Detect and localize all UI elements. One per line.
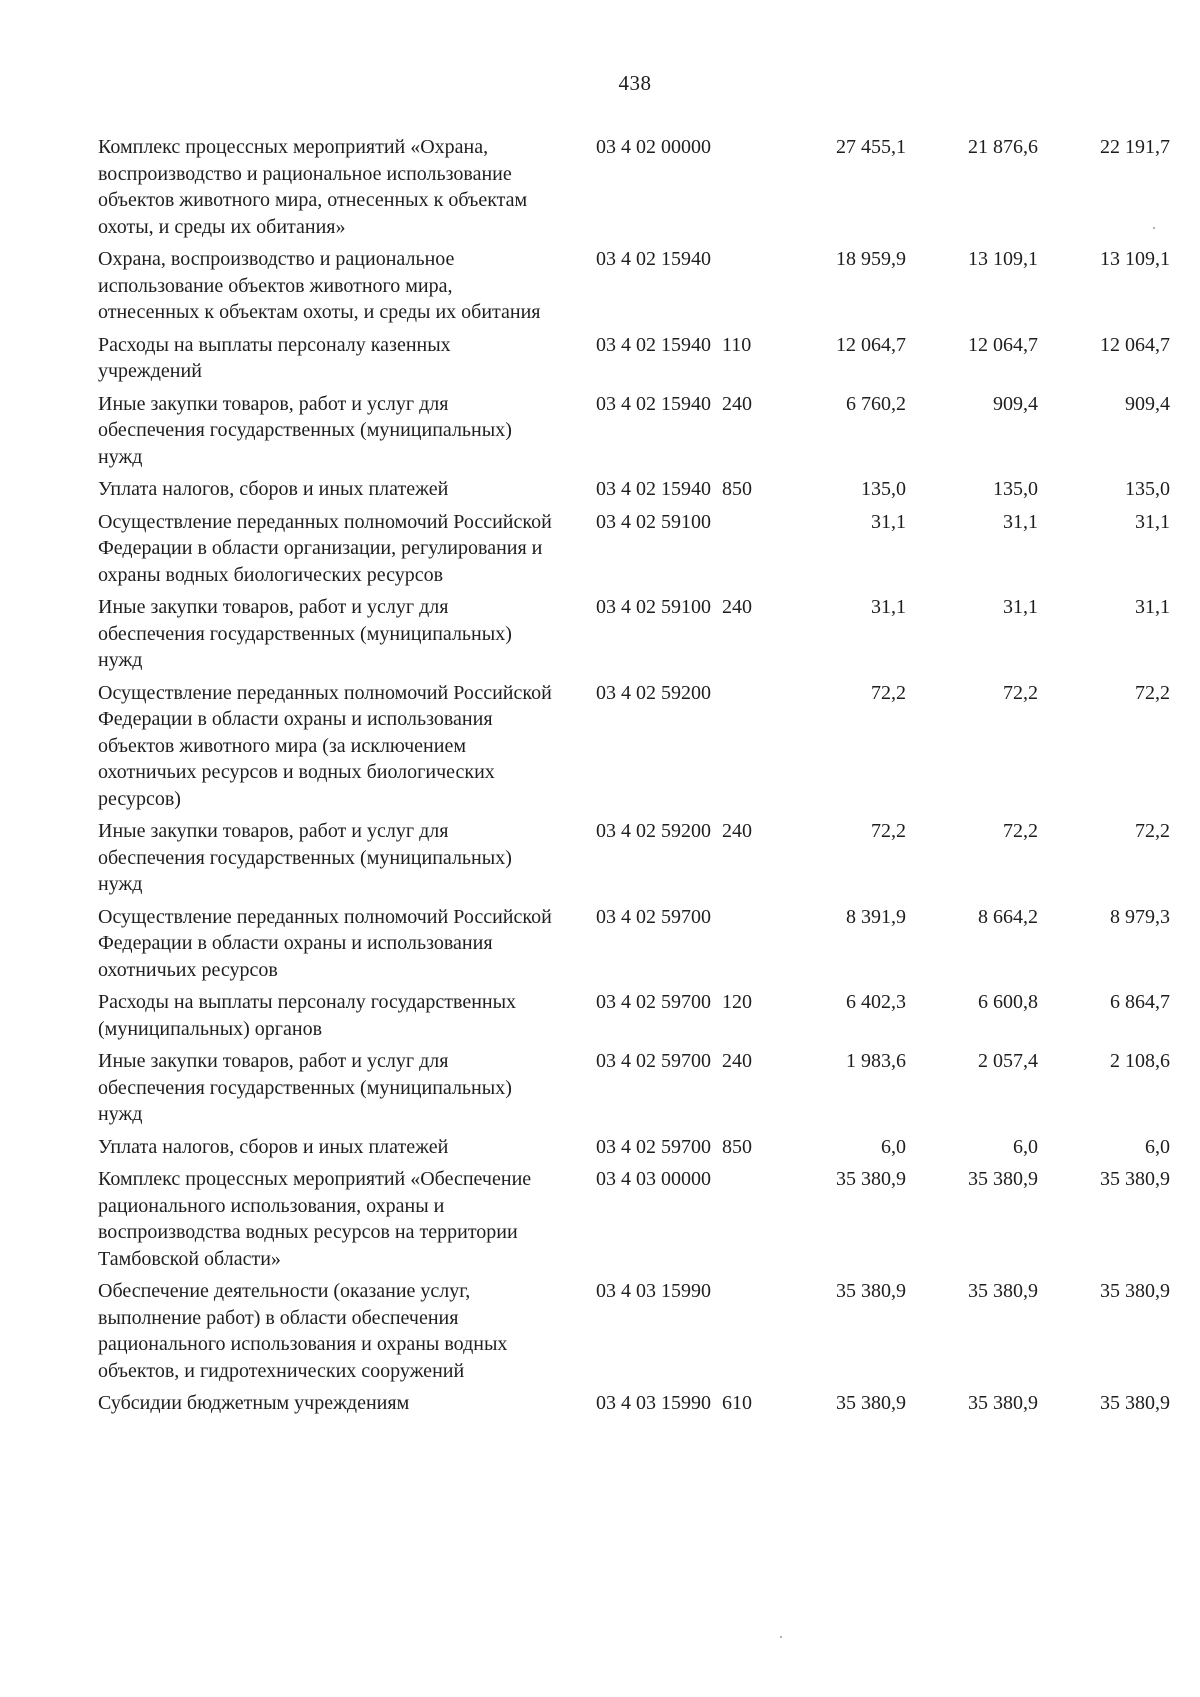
table-row [98, 904, 1170, 990]
table-row [98, 1390, 1170, 1423]
table-row [98, 1166, 1170, 1278]
amount-year-1: 35 380,9 [836, 1168, 906, 1190]
amount-year-2: 12 064,7 [968, 333, 1038, 356]
amount-year-2: 8 664,2 [978, 905, 1038, 928]
expense-type-code [710, 246, 766, 332]
amount-year-1: 6 760,2 [846, 392, 906, 415]
expense-name: Иные закупки товаров, работ и услуг для обеспечения государственных (муниципальных) нужд [98, 820, 512, 895]
amount-year-1: 135,0 [861, 478, 906, 500]
expense-type-code: 240 [722, 596, 752, 618]
amount-year-3: 35 380,9 [1100, 1168, 1170, 1190]
target-article-code: 03 4 02 59100 [596, 510, 711, 533]
expense-type-code: 240 [722, 820, 752, 842]
expense-type-code [710, 509, 766, 595]
target-article-code: 03 4 02 15940 [596, 248, 711, 270]
scan-speck [1153, 227, 1155, 229]
amount-year-3: 13 109,1 [1100, 248, 1170, 270]
amount-year-2: 2 057,4 [978, 1050, 1038, 1072]
expense-name: Иные закупки товаров, работ и услуг для обеспечения государственных (муниципальных) нужд [98, 1050, 512, 1125]
amount-year-3: 72,2 [1135, 820, 1170, 842]
expense-type-code: 240 [722, 392, 752, 415]
amount-year-2: 31,1 [1003, 596, 1038, 618]
expense-name: Осуществление переданных полномочий Российской Федерации в области организации, регулирования и охраны водных биологических ресурсов [98, 510, 552, 586]
amount-year-1: 35 380,9 [836, 1392, 906, 1414]
amount-year-3: 31,1 [1135, 596, 1170, 618]
expense-type-code: 240 [722, 1050, 752, 1072]
amount-year-3: 6,0 [1145, 1135, 1170, 1158]
amount-year-1: 6,0 [881, 1135, 906, 1158]
table-row [98, 332, 1170, 391]
target-article-code: 03 4 02 59700 [596, 1050, 711, 1072]
amount-year-3: 2 108,6 [1110, 1050, 1170, 1072]
table-row [98, 818, 1170, 904]
expense-type-code: 110 [722, 333, 752, 356]
amount-year-2: 35 380,9 [968, 1280, 1038, 1302]
target-article-code: 03 4 02 59700 [596, 991, 711, 1013]
amount-year-3: 72,2 [1135, 681, 1170, 704]
amount-year-3: 135,0 [1125, 478, 1170, 500]
target-article-code: 03 4 02 00000 [596, 136, 711, 158]
table-row [98, 989, 1170, 1048]
expense-name: Осуществление переданных полномочий Российской Федерации в области охраны и использования объектов животного мира (за исключением охотничьих ресурсов и водных биологических ресурсов) [98, 681, 552, 810]
amount-year-3: 8 979,3 [1110, 905, 1170, 928]
expense-name: Комплекс процессных мероприятий «Обеспечение рационального использования, охраны и воспроизводства водных ресурсов на территории Тамбовской области» [98, 1168, 532, 1270]
target-article-code: 03 4 03 15990 [596, 1392, 711, 1414]
expense-type-code [710, 1166, 766, 1278]
amount-year-2: 6 600,8 [978, 991, 1038, 1013]
amount-year-2: 72,2 [1003, 820, 1038, 842]
table-row [98, 1278, 1170, 1390]
target-article-code: 03 4 02 59700 [596, 1135, 711, 1158]
amount-year-2: 35 380,9 [968, 1392, 1038, 1414]
table-row [98, 1134, 1170, 1167]
expense-name: Уплата налогов, сборов и иных платежей [98, 478, 449, 500]
target-article-code: 03 4 02 59200 [596, 820, 711, 842]
amount-year-1: 31,1 [871, 596, 906, 618]
target-article-code: 03 4 02 15940 [596, 478, 711, 500]
amount-year-2: 31,1 [1003, 510, 1038, 533]
table-row [98, 134, 1170, 246]
expense-type-code: 610 [722, 1392, 752, 1414]
amount-year-1: 72,2 [871, 681, 906, 704]
expense-type-code [710, 134, 766, 246]
expense-name: Субсидии бюджетным учреждениям [98, 1392, 410, 1414]
expense-name: Комплекс процессных мероприятий «Охрана, воспроизводство и рациональное использование объектов животного мира, отнесенных к объектам охоты, и среды их обитания» [98, 136, 528, 238]
amount-year-3: 6 864,7 [1110, 991, 1170, 1013]
page-number: 438 [618, 71, 652, 95]
amount-year-2: 909,4 [993, 392, 1038, 415]
expense-type-code [710, 680, 766, 819]
amount-year-1: 12 064,7 [836, 333, 906, 356]
expense-name: Уплата налогов, сборов и иных платежей [98, 1135, 449, 1158]
amount-year-2: 35 380,9 [968, 1168, 1038, 1190]
amount-year-1: 1 983,6 [846, 1050, 906, 1072]
target-article-code: 03 4 03 00000 [596, 1168, 711, 1190]
expense-type-code: 850 [722, 478, 752, 500]
amount-year-2: 6,0 [1013, 1135, 1038, 1158]
amount-year-1: 72,2 [871, 820, 906, 842]
expense-name: Иные закупки товаров, работ и услуг для обеспечения государственных (муниципальных) нужд [98, 596, 512, 671]
target-article-code: 03 4 02 59700 [596, 905, 711, 928]
amount-year-1: 18 959,9 [836, 248, 906, 270]
expense-type-code [710, 904, 766, 990]
table-row [98, 680, 1170, 819]
amount-year-2: 72,2 [1003, 681, 1038, 704]
expense-name: Иные закупки товаров, работ и услуг для обеспечения государственных (муниципальных) нужд [98, 392, 512, 468]
amount-year-3: 909,4 [1125, 392, 1170, 415]
expense-name: Охрана, воспроизводство и рациональное использование объектов животного мира, отнесенных к объектам охоты, и среды их обитания [98, 248, 541, 323]
amount-year-1: 27 455,1 [836, 136, 906, 158]
table-row [98, 1048, 1170, 1134]
amount-year-1: 35 380,9 [836, 1280, 906, 1302]
expense-name: Осуществление переданных полномочий Российской Федерации в области охраны и использования охотничьих ресурсов [98, 905, 552, 981]
expense-name: Обеспечение деятельности (оказание услуг, выполнение работ) в области обеспечения рационального использования и охраны водных объектов, и гидротехнических сооружений [98, 1280, 508, 1382]
amount-year-3: 35 380,9 [1100, 1392, 1170, 1414]
amount-year-1: 6 402,3 [846, 991, 906, 1013]
target-article-code: 03 4 02 59100 [596, 596, 711, 618]
amount-year-2: 13 109,1 [968, 248, 1038, 270]
amount-year-1: 31,1 [871, 510, 906, 533]
expense-name: Расходы на выплаты персоналу государственных (муниципальных) органов [98, 991, 517, 1040]
amount-year-1: 8 391,9 [846, 905, 906, 928]
amount-year-3: 35 380,9 [1100, 1280, 1170, 1302]
expense-type-code: 120 [722, 991, 752, 1013]
amount-year-3: 31,1 [1135, 510, 1170, 533]
budget-table-body [98, 134, 1170, 1423]
target-article-code: 03 4 02 15940 [596, 333, 711, 356]
expense-name: Расходы на выплаты персоналу казенных учреждений [98, 333, 451, 382]
amount-year-3: 22 191,7 [1100, 136, 1170, 158]
table-row [98, 594, 1170, 680]
budget-table [98, 134, 1170, 1423]
table-row [98, 246, 1170, 332]
table-row [98, 476, 1170, 509]
table-row [98, 391, 1170, 477]
amount-year-3: 12 064,7 [1100, 333, 1170, 356]
scan-speck [780, 1636, 782, 1638]
expense-type-code [710, 1278, 766, 1390]
target-article-code: 03 4 03 15990 [596, 1280, 711, 1302]
amount-year-2: 21 876,6 [968, 136, 1038, 158]
expense-type-code: 850 [722, 1135, 752, 1158]
table-row [98, 509, 1170, 595]
target-article-code: 03 4 02 15940 [596, 392, 711, 415]
amount-year-2: 135,0 [993, 478, 1038, 500]
target-article-code: 03 4 02 59200 [596, 681, 711, 704]
